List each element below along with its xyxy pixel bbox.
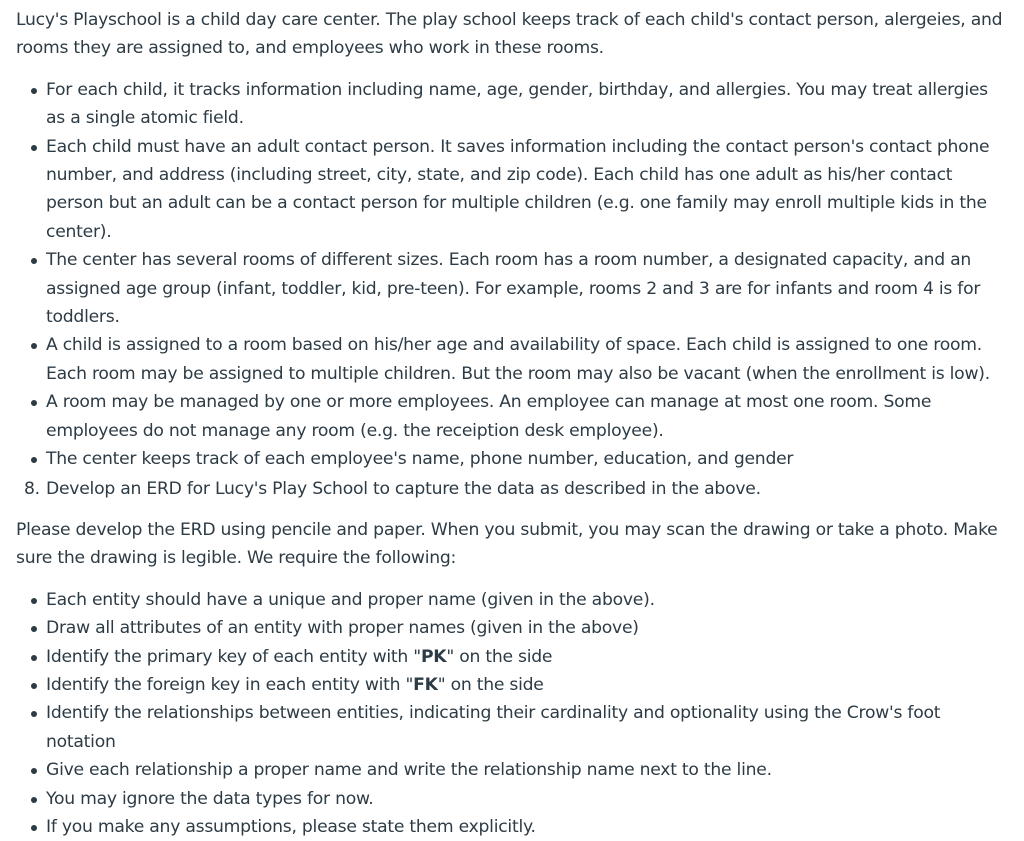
requirement-item: A room may be managed by one or more employees. An employee can manage at most one room. Some employees do not manage any room (e.g. the receiption desk employee).: [46, 388, 1006, 445]
checklist-item: If you make any assumptions, please state them explicitly.: [46, 813, 1006, 841]
question-text: Develop an ERD for Lucy's Play School to capture the data as described in the above.: [46, 478, 761, 499]
requirement-item: The center has several rooms of different sizes. Each room has a room number, a designated capacity, and an assigned age group (infant, toddler, kid, pre-teen). For example, rooms 2 and 3 are for infants and room 4 is for toddlers.: [46, 246, 1006, 331]
requirement-item: For each child, it tracks information including name, age, gender, birthday, and allergies. You may treat allergies as a single atomic field.: [46, 76, 1006, 133]
checklist-item: Give each relationship a proper name and write the relationship name next to the line.: [46, 756, 1006, 784]
checklist: [16, 586, 1006, 841]
checklist-item: You may ignore the data types for now.: [46, 785, 1006, 813]
checklist-item: Identify the relationships between entities, indicating their cardinality and optionality using the Crow's foot notation: [46, 699, 1006, 756]
pk-label: PK: [420, 646, 447, 667]
intro-paragraph: Lucy's Playschool is a child day care center. The play school keeps track of each child's contact person, alergeies, and rooms they are assigned to, and employees who work in these rooms.: [16, 10, 1003, 59]
checklist-text: Identify the foreign key in each entity with ": [46, 674, 414, 695]
checklist-item: Each entity should have a unique and proper name (given in the above).: [46, 586, 1006, 614]
requirement-item: A child is assigned to a room based on his/her age and availability of space. Each child is assigned to one room. Each room may be assigned to multiple children. But the room may also be vacant (when the enrollment is low).: [46, 331, 1006, 388]
question-8: [16, 475, 1006, 503]
checklist-item-pk: [46, 643, 1006, 671]
requirement-item: Each child must have an adult contact person. It saves information including the contact person's contact phone number, and address (including street, city, state, and zip code). Each child has one adult as his/her contact person but an adult can be a contact person for multiple children (e.g. one family may enroll multiple kids in the center).: [46, 133, 1006, 247]
question-number: 8.: [24, 478, 40, 499]
checklist-item: Draw all attributes of an entity with proper names (given in the above): [46, 614, 1006, 642]
checklist-text: " on the side: [446, 646, 553, 667]
requirement-item: The center keeps track of each employee's name, phone number, education, and gender: [46, 445, 1006, 473]
requirements-list: [16, 76, 1006, 474]
checklist-item-fk: [46, 671, 1006, 699]
checklist-text: Identify the primary key of each entity with ": [46, 646, 421, 667]
instructions-paragraph: Please develop the ERD using pencile and paper. When you submit, you may scan the drawing or take a photo. Make sure the drawing is legible. We require the following:: [16, 519, 998, 569]
fk-label: FK: [413, 674, 438, 695]
checklist-text: " on the side: [437, 674, 544, 695]
